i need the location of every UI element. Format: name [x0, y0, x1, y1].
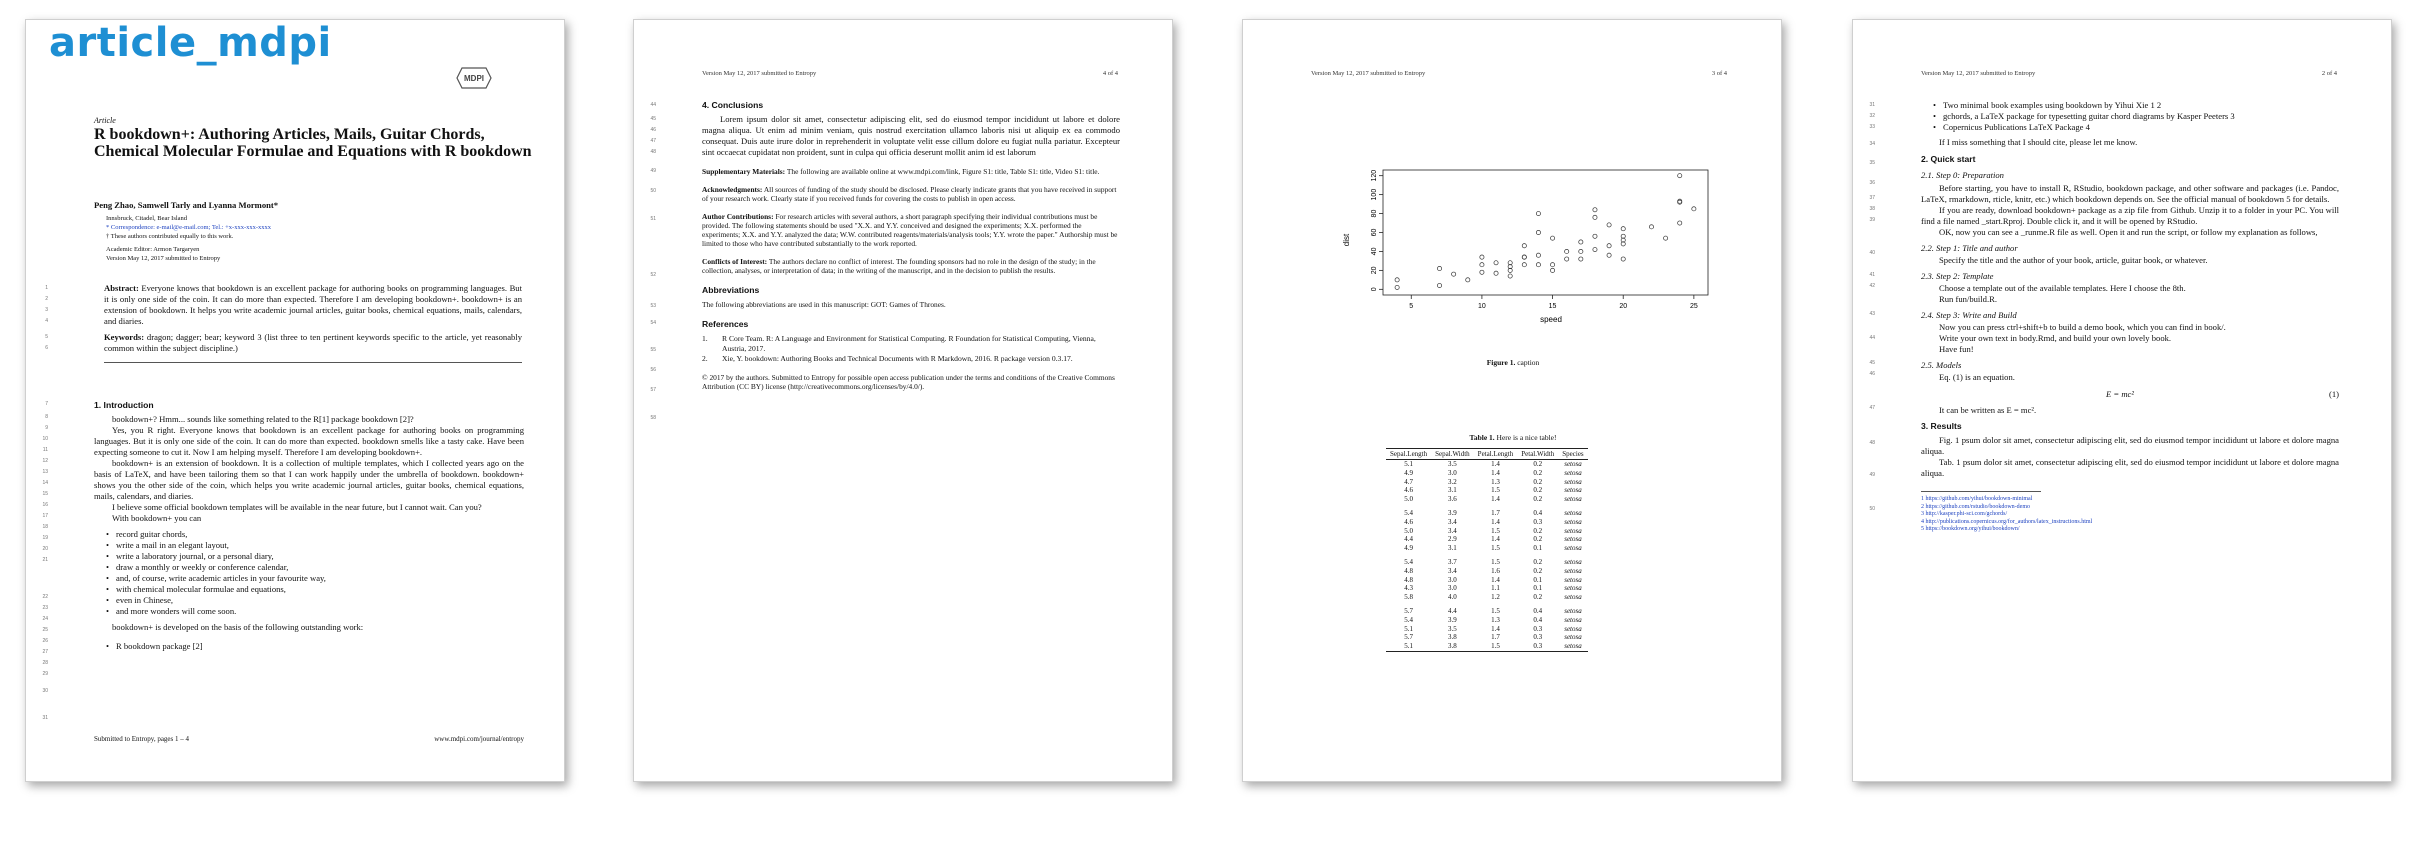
citation-list	[1933, 100, 2339, 133]
table-cell: 3.0	[1448, 575, 1457, 584]
list-item: • write a laboratory journal, or a personal diary,	[106, 551, 524, 562]
paragraph: With bookdown+ you can	[112, 513, 202, 523]
x-tick-label: 25	[1689, 303, 1698, 310]
table-cell: 1.4	[1491, 517, 1500, 526]
page-1: MDPI Article R bookdown+: Authoring Articles, Mails, Guitar Chords, Chemical Molecular Formulae and Equations with R bookdown Peng Zhao, Samwell Tarly and Lyanna Mormont* Innsbruck, Citadel, Bear Island * Correspondence: e-mail@e-mail.com; Tel.: +x-xxx-xxx-xxxx † These authors contributed equally to this work. Academic Editor: Armon Targaryen Version May 12, 2017 submitted to Entropy Abstract: Everyone knows that bookdown is an excellent package for authoring books on programming languages. But it is only one side of the coin. It can do more than expected. Therefore I am developing bookdown+. bookdown+ is an extension of bookdown. It helps you write academic journal articles, guitar books, chemical equations, mails, calendars, and diaries. Keywords: dragon; dagger; bear; keyword 3 (list three to ten pertinent keywords specific to the article, yet reasonably common within the subject discipline.) 1. Introduction bookdown+? Hmm... sounds like something related to the R[1] package bookdown [2]? Yes, you R right. Everyone knows that bookdown is an excellent package for authoring books on programming languages. But it is only one side of the coin. It can do more than expected. bookdown smells like a tasty cake. Have been expecting someone to cut it. Now I am helping myself. Therefore I am developing bookdown+. bookdown+ is an extension of bookdown. It is a collection of multiple templates, which I collected years ago on the basis of LaTeX, and have been tailoring them so that I can work happily under the umbrella of bookdown. bookdown+ shows you the other side of the coin, which helps you write academic journal articles, guitar books, chemical equations, mails, calendars, and diaries. I believe some official bookdown templates will be available in the near future, but I cannot wait. Can you? With bookdown+ you can • record guitar chords, • write a mail in an elegant layout, • write a laboratory journal, or a personal diary, • draw a monthly or weekly or conference calendar, • and, of course, write academic articles in your favourite way, • with chemical molecular formulae and equations, • even in Chinese, • and more wonders will come soon. bookdown+ is developed on the basis of the following outstanding work: • R bookdown package [2] Submitted to Entropy, pages 1 – 4 www.mdpi.com/journal/entropy 1 2 3 4 5 6 7 8 9 10 11 12 13 14 15 16 17 18 19 20 21 22 23 24 25 26 27 28 29 30 31	[25, 19, 565, 782]
table-cell: setosa	[1564, 544, 1582, 553]
data-point	[1678, 174, 1682, 178]
plot-frame	[1383, 170, 1708, 295]
table-cell: setosa	[1564, 633, 1582, 642]
data-point	[1480, 263, 1484, 267]
abstract-text: Everyone knows that bookdown is an excellent package for authoring books on programming languages. But it is only one side of the coin. It can do more than expected. Therefore I am developing bookdown+. bookdown+ is an extension of bookdown. It helps you write academic journal articles, guitar books, chemical equations, mails, calendars, and diaries.	[104, 283, 522, 326]
data-point	[1480, 255, 1484, 259]
data-point	[1536, 253, 1540, 257]
paragraph: Write your own text in body.Rmd, and build your own lovely book.	[1939, 333, 2172, 343]
keywords	[104, 332, 522, 354]
data-point	[1395, 285, 1399, 289]
paragraph: Choose a template out of the available templates. Here I choose the 8th.	[1939, 283, 2186, 293]
scatter-plot	[1333, 160, 1713, 325]
table-cell: 1.5	[1491, 486, 1500, 495]
table-row	[1386, 469, 1588, 478]
introduction-section	[94, 400, 524, 652]
table-row	[1386, 642, 1588, 651]
table-cell: 0.3	[1533, 624, 1543, 633]
conflicts-of-interest: Conflicts of Interest: The authors declare no conflict of interest. The founding sponsors had no role in the design of the study; in the collection, analyses, or interpretation of data; in the writing of the manuscript, and in the decision to publish the results.	[702, 257, 1096, 275]
table-caption: Table 1. Here is a nice table!	[1469, 433, 1557, 442]
table-row	[1386, 633, 1588, 642]
footnote-link[interactable]: 3 http://kasper.phi-sci.com/gchords/	[1921, 511, 2008, 517]
table-cell: 5.8	[1404, 593, 1413, 602]
x-tick-label: 5	[1409, 303, 1414, 310]
running-header: Version May 12, 2017 submitted to Entropy	[1311, 70, 1426, 77]
table-cell: 5.1	[1404, 460, 1413, 468]
running-header: Version May 12, 2017 submitted to Entropy	[1921, 70, 2036, 77]
paragraph: Have fun!	[1939, 344, 1974, 354]
paragraph: OK, now you can see a _runme.R file as well. Open it and run the script, or follow my explanation as follows,	[1939, 227, 2318, 237]
correspondence[interactable]: * Correspondence: e-mail@e-mail.com; Tel.: +x-xxx-xxx-xxxx	[106, 224, 272, 231]
section-heading: 4. Conclusions	[702, 100, 764, 110]
page-footer	[94, 735, 524, 743]
table-row	[1386, 535, 1588, 544]
version-line: Version May 12, 2017 submitted to Entropy	[106, 255, 221, 262]
table-cell: 1.4	[1491, 575, 1500, 584]
table-cell: setosa	[1564, 486, 1582, 495]
page-number: 4 of 4	[1102, 70, 1118, 77]
page-number: 3 of 4	[1711, 70, 1727, 77]
reference-item: 1. R Core Team. R: A Language and Environment for Statistical Computing. R Foundation for Statistical Computing, Vienna, Austria, 2017.	[702, 334, 1096, 353]
table-row	[1386, 527, 1588, 536]
table-cell: 3.1	[1448, 486, 1457, 495]
paragraph: Fig. 1 psum dolor sit amet, consectetur adipiscing elit, sed do eiusmod tempor incididunt ut labore et dolore magna aliqua.	[1921, 435, 2339, 456]
table-cell: 0.2	[1533, 566, 1543, 575]
table-cell: 0.2	[1533, 526, 1543, 535]
table-cell: 1.7	[1491, 633, 1500, 642]
data-point	[1522, 255, 1526, 259]
data-point	[1593, 234, 1597, 238]
table-cell: 0.2	[1533, 477, 1543, 486]
data-point	[1593, 215, 1597, 219]
supplementary: Supplementary Materials: The following are available online at www.mdpi.com/link, Figure S1: title, Table S1: title, Video S1: title.	[702, 167, 1100, 176]
paragraph: Before starting, you have to install R, RStudio, bookdown package, and other software and packages (i.e. Pandoc, LaTeX, rmarkdown, rticle, knitr, etc.) which bookdown depends on. See the official manual of bookdown 5 for details.	[1921, 183, 2339, 204]
table-row	[1386, 504, 1588, 518]
table-cell: 4.4	[1404, 535, 1413, 544]
table-cell: 0.2	[1533, 495, 1543, 504]
subsection-heading: 2.2. Step 1: Title and author	[1921, 243, 2018, 253]
table-cell: 1.5	[1491, 557, 1500, 566]
academic-editor: Academic Editor: Armon Targaryen	[106, 246, 200, 253]
paragraph: Run fun/build.R.	[1939, 294, 1998, 304]
work-list	[106, 641, 524, 652]
data-point	[1536, 211, 1540, 215]
table-cell: 1.3	[1491, 477, 1500, 486]
footnote-link[interactable]: 5 https://bookdown.org/yihui/bookdown/	[1921, 526, 2020, 532]
table-cell: 3.4	[1448, 526, 1457, 535]
table-cell: 0.2	[1533, 593, 1543, 602]
data-point	[1437, 266, 1441, 270]
reference-item: 2. Xie, Y. bookdown: Authoring Books and Technical Documents with R Markdown, 2016. R package version 0.3.17.	[702, 354, 1073, 363]
paragraph: Tab. 1 psum dolor sit amet, consectetur adipiscing elit, sed do eiusmod tempor incididunt ut labore et dolore magna aliqua.	[1921, 457, 2339, 478]
quick-start-content	[1921, 100, 2339, 534]
table-cell: 3.4	[1448, 517, 1457, 526]
table-cell: setosa	[1564, 535, 1582, 544]
data-point	[1607, 244, 1611, 248]
list-item: • and, of course, write academic articles in your favourite way,	[106, 573, 524, 584]
page-3	[1242, 19, 1782, 782]
column-header: Sepal.Length	[1386, 449, 1431, 460]
paragraph: bookdown+ is developed on the basis of the following outstanding work:	[112, 622, 364, 632]
table-row	[1386, 486, 1588, 495]
section-heading: 2. Quick start	[1921, 154, 1976, 164]
data-point	[1565, 257, 1569, 261]
list-item: • and more wonders will come soon.	[106, 606, 524, 617]
table-cell: 5.4	[1404, 615, 1413, 624]
table-cell: 5.7	[1404, 633, 1413, 642]
table-cell: 3.1	[1448, 544, 1457, 553]
table-cell: 4.8	[1404, 566, 1413, 575]
table-cell: setosa	[1564, 508, 1582, 517]
divider	[104, 362, 522, 363]
table-cell: setosa	[1564, 566, 1582, 575]
paragraph: It can be written as E = mc².	[1939, 405, 2037, 415]
table-body	[1386, 460, 1588, 652]
data-point	[1565, 249, 1569, 253]
plot-axes	[1371, 170, 1708, 310]
table-cell: 1.7	[1491, 508, 1500, 517]
data-point	[1678, 221, 1682, 225]
section-heading: 3. Results	[1921, 421, 1962, 431]
table-cell: 4.9	[1404, 544, 1413, 553]
section-heading: Abbreviations	[702, 285, 760, 295]
paragraph: bookdown+? Hmm... sounds like something related to the R[1] package bookdown [2]?	[112, 414, 414, 424]
data-point	[1508, 274, 1512, 278]
article-title: R bookdown+: Authoring Articles, Mails, Guitar Chords, Chemical Molecular Formulae and Equations with R bookdown	[94, 126, 532, 160]
x-tick-label: 10	[1478, 303, 1486, 310]
table-cell: setosa	[1564, 477, 1582, 486]
x-tick-label: 15	[1548, 303, 1557, 310]
list-item: • even in Chinese,	[106, 595, 524, 606]
table-cell: 0.2	[1533, 535, 1543, 544]
list-item: • write a mail in an elegant layout,	[106, 540, 524, 551]
section-heading: 1. Introduction	[94, 400, 154, 410]
authors: Peng Zhao, Samwell Tarly and Lyanna Mormont*	[94, 200, 279, 210]
column-header: Petal.Length	[1474, 449, 1518, 460]
table-row	[1386, 593, 1588, 602]
table-row	[1386, 553, 1588, 567]
table-cell: 0.4	[1533, 606, 1543, 615]
table-cell: 3.8	[1448, 633, 1457, 642]
table-cell: 3.6	[1448, 495, 1457, 504]
author-contributions: Author Contributions: For research articles with several authors, a short paragraph specifying their individual contributions must be provided. The following statements should be used "X.X. and Y.Y. conceived and designed the experiments; X.X. performed the experiments; X.X. and Y.Y. analyzed the data; W.W. contributed reagents/materials/analysis tools; Y.Y. wrote the paper." Authorship must be limited to those who have contributed substantially to the work reported.	[702, 212, 1118, 248]
table-cell: 1.6	[1491, 566, 1500, 575]
table-cell: 2.9	[1448, 535, 1457, 544]
data-point	[1550, 236, 1554, 240]
keywords-text: dragon; dagger; bear; keyword 3 (list three to ten pertinent keywords specific to the article, yet reasonably common within the subject discipline.)	[104, 332, 522, 353]
table-cell: 4.4	[1448, 606, 1457, 615]
data-point	[1579, 240, 1583, 244]
data-point	[1494, 271, 1498, 275]
mdpi-logo	[456, 66, 492, 90]
table-cell: 3.5	[1448, 460, 1457, 468]
page-2: Version May 12, 2017 submitted to Entropy 4 of 4 4. Conclusions Lorem ipsum dolor sit amet, consectetur adipiscing elit, sed do eiusmod tempor incididunt ut labore et dolore magna aliqua. Ut enim ad minim veniam, quis nostrud exercitation ullamco laboris nisi ut aliquip ex ea commodo consequat. Duis aute irure dolor in reprehenderit in voluptate velit esse cillum dolore eu fugiat nulla pariatur. Excepteur sint occaecat cupidatat non proident, sunt in culpa qui officia deserunt mollit anim id est laborum Supplementary Materials: The following are available online at www.mdpi.com/link, Figure S1: title, Table S1: title, Video S1: title. Acknowledgments: All sources of funding of the study should be disclosed. Please clearly indicate grants that you have received in support of your research work. Clearly state if you received funds for covering the costs to publish in open access. Author Contributions: For research articles with several authors, a short paragraph specifying their individual contributions must be provided. The following statements should be used "X.X. and Y.Y. conceived and designed the experiments; X.X. performed the experiments; X.X. and Y.Y. analyzed the data; W.W. contributed reagents/materials/analysis tools; Y.Y. wrote the paper." Authorship must be limited to those who have contributed substantially to the work reported. Conflicts of Interest: The authors declare no conflict of interest. The founding sponsors had no role in the design of the study; in the collection, analyses, or interpretation of data; in the writing of the manuscript, and in the decision to publish the results. Abbreviations The following abbreviations are used in this manuscript: GOT: Games of Thrones. References 1. R Core Team. R: A Language and Environment for Statistical Computing. R Foundation for Statistical Computing, Vienna, Austria, 2017. 2. Xie, Y. bookdown: Authoring Books and Technical Documents with R Markdown, 2016. R package version 0.3.17. © 2017 by the authors. Submitted to Entropy for possible open access publication under the terms and conditions of the Creative Commons Attribution (CC BY) license (http://creativecommons.org/licenses/by/4.0/). 44 45 46 47 48 49 50 51 52 53 54 55 56 57 58	[633, 19, 1173, 782]
feature-list	[106, 529, 524, 617]
paragraph: bookdown+ is an extension of bookdown. It is a collection of multiple templates, which I collected years ago on the basis of LaTeX, and have been tailoring them so that I can work happily under the umbrella of bookdown. bookdown+ shows you the other side of the coin, which helps you write academic journal articles, guitar books, chemical equations, mails, calendars, and diaries.	[94, 458, 524, 501]
svg-text:MDPI: MDPI	[464, 74, 484, 83]
table-cell: 4.6	[1404, 486, 1413, 495]
plot-points	[1395, 174, 1696, 290]
footer-right[interactable]: www.mdpi.com/journal/entropy	[434, 735, 524, 743]
abstract-label: Abstract:	[104, 283, 139, 293]
table-cell: setosa	[1564, 460, 1582, 468]
table-cell: 4.9	[1404, 468, 1413, 477]
paragraph: I believe some official bookdown templates will be available in the near future, but I cannot wait. Can you?	[112, 502, 482, 512]
table-cell: 1.1	[1491, 584, 1500, 593]
table-row	[1386, 584, 1588, 593]
table-row	[1386, 616, 1588, 625]
table-row	[1386, 460, 1588, 469]
y-tick-label: 40	[1371, 247, 1378, 256]
data-point	[1593, 247, 1597, 251]
table-cell: 1.4	[1491, 460, 1500, 468]
table-cell: 0.4	[1533, 615, 1543, 624]
keywords-label: Keywords:	[104, 332, 145, 342]
paragraph: Specify the title and the author of your book, article, guitar book, or whatever.	[1939, 255, 2208, 265]
table-cell: setosa	[1564, 517, 1582, 526]
table-cell: 0.1	[1533, 584, 1543, 593]
table-cell: 0.2	[1533, 460, 1543, 468]
table-cell: 3.8	[1431, 642, 1474, 651]
list-item: • Copernicus Publications LaTeX Package 4	[1933, 122, 2339, 133]
list-item: • draw a monthly or weekly or conference calendar,	[106, 562, 524, 573]
y-tick-label: 60	[1371, 228, 1378, 237]
y-tick-label: 20	[1371, 266, 1378, 275]
table-cell: 4.8	[1404, 575, 1413, 584]
table-cell: 0.2	[1533, 486, 1543, 495]
data-point	[1579, 249, 1583, 253]
abstract	[104, 283, 522, 327]
table-cell: 3.2	[1448, 477, 1457, 486]
running-header: Version May 12, 2017 submitted to Entropy	[702, 70, 817, 77]
back-matter	[702, 100, 1120, 391]
data-point	[1536, 230, 1540, 234]
data-point	[1649, 225, 1653, 229]
table-cell: setosa	[1564, 575, 1582, 584]
table-cell: setosa	[1564, 526, 1582, 535]
data-point	[1466, 278, 1470, 282]
table-cell: 4.0	[1448, 593, 1457, 602]
table-cell: 5.4	[1404, 508, 1413, 517]
table-cell: 0.4	[1533, 508, 1543, 517]
table-cell: 3.9	[1448, 615, 1457, 624]
column-header: Species	[1558, 449, 1588, 460]
data-point	[1664, 236, 1668, 240]
table-row	[1386, 544, 1588, 553]
data-point	[1607, 223, 1611, 227]
data-point	[1593, 208, 1597, 212]
table-cell: 4.3	[1404, 584, 1413, 593]
reference-list	[702, 334, 1120, 364]
table-cell: setosa	[1564, 606, 1582, 615]
affiliation-block	[106, 214, 526, 263]
table-cell: 5.0	[1404, 526, 1413, 535]
abbreviations: The following abbreviations are used in this manuscript: GOT: Games of Thrones.	[702, 300, 946, 309]
table-cell: setosa	[1558, 642, 1588, 651]
table-cell: 1.3	[1491, 615, 1500, 624]
table-cell: 0.3	[1517, 642, 1558, 651]
table-cell: setosa	[1564, 584, 1582, 593]
table-row	[1386, 495, 1588, 504]
table-cell: 1.5	[1491, 606, 1500, 615]
table-cell: 5.1	[1404, 624, 1413, 633]
equation-number: (1)	[2328, 389, 2339, 399]
list-item: • record guitar chords,	[106, 529, 524, 540]
table-cell: 1.4	[1491, 495, 1500, 504]
table-cell: setosa	[1564, 495, 1582, 504]
column-header: Petal.Width	[1517, 449, 1558, 460]
affiliation: Innsbruck, Citadel, Bear Island	[106, 215, 188, 222]
table-cell: 1.4	[1491, 535, 1500, 544]
data-point	[1494, 261, 1498, 265]
data-point	[1437, 283, 1441, 287]
equation: E = mc²	[2106, 389, 2134, 399]
table-row	[1386, 625, 1588, 634]
table-cell: 0.3	[1533, 633, 1543, 642]
data-point	[1536, 263, 1540, 267]
table-cell: 0.3	[1533, 517, 1543, 526]
table-cell: 1.4	[1491, 468, 1500, 477]
license-notice: © 2017 by the authors. Submitted to Entropy for possible open access publication under the terms and conditions of the Creative Commons Attribution (CC BY) license (http://creativecommons.org/licenses/by/4.0/).	[702, 373, 1115, 391]
table-cell: 1.4	[1491, 624, 1500, 633]
data-point	[1579, 257, 1583, 261]
data-point	[1480, 270, 1484, 274]
list-item: • with chemical molecular formulae and equations,	[106, 584, 524, 595]
table-cell: setosa	[1564, 557, 1582, 566]
table-cell: setosa	[1564, 468, 1582, 477]
y-tick-label: 120	[1371, 169, 1378, 182]
table-cell: 5.0	[1404, 495, 1413, 504]
data-point	[1550, 263, 1554, 267]
page-number: 2 of 4	[2321, 70, 2337, 77]
list-item: • R bookdown package [2]	[106, 641, 524, 652]
list-item: • gchords, a LaTeX package for typesetting guitar chord diagrams by Kasper Peeters 3	[1933, 111, 2339, 122]
table-row	[1386, 567, 1588, 576]
column-header: Sepal.Width	[1431, 449, 1474, 460]
data-point	[1692, 207, 1696, 211]
conclusions-text: Lorem ipsum dolor sit amet, consectetur adipiscing elit, sed do eiusmod tempor incididunt ut labore et dolore magna aliqua. Ut enim ad minim veniam, quis nostrud exercitation ullamco laboris nisi ut aliquip ex ea commodo consequat. Duis aute irure dolor in reprehenderit in voluptate velit esse cillum dolore eu fugiat nulla pariatur. Excepteur sint occaecat cupidatat non proident, sunt in culpa qui officia deserunt mollit anim id est laborum	[702, 114, 1120, 157]
subsection-heading: 2.5. Models	[1921, 360, 1962, 370]
table-cell: 4.6	[1404, 517, 1413, 526]
table-row	[1386, 576, 1588, 585]
table-cell: 0.1	[1533, 575, 1543, 584]
footer-left: Submitted to Entropy, pages 1 – 4	[94, 735, 190, 743]
table-header-row	[1386, 449, 1588, 460]
data-point	[1621, 227, 1625, 231]
table-cell: 1.2	[1491, 593, 1500, 602]
y-axis-label: dist	[1342, 233, 1351, 247]
table-row	[1386, 602, 1588, 616]
paragraph: Eq. (1) is an equation.	[1939, 372, 2015, 382]
x-axis-label: speed	[1540, 315, 1562, 324]
subsection-heading: 2.3. Step 2: Template	[1921, 271, 1994, 281]
data-point	[1522, 244, 1526, 248]
table-cell: 5.4	[1404, 557, 1413, 566]
paragraph: Now you can press ctrl+shift+b to build a demo book, which you can find in book/.	[1939, 322, 2226, 332]
footnote-link[interactable]: 4 http://publications.copernicus.org/for_authors/latex_instructions.html	[1921, 518, 2093, 525]
table-cell: 3.9	[1448, 508, 1457, 517]
table-cell: 3.7	[1448, 557, 1457, 566]
table-cell: 1.5	[1491, 526, 1500, 535]
data-point	[1607, 253, 1611, 257]
table-cell: 4.7	[1404, 477, 1413, 486]
iris-table	[1386, 448, 1588, 652]
data-point	[1621, 257, 1625, 261]
data-point	[1395, 278, 1399, 282]
table-cell: 0.2	[1533, 557, 1543, 566]
footnote-link[interactable]: 2 https://github.com/rstudio/bookdown-demo	[1921, 503, 2030, 510]
footnote-divider	[1921, 491, 2041, 492]
x-tick-label: 20	[1619, 303, 1628, 310]
table-cell: 1.5	[1474, 642, 1518, 651]
y-tick-label: 100	[1371, 188, 1378, 201]
table-cell: 3.0	[1448, 468, 1457, 477]
list-item: • Two minimal book examples using bookdown by Yihui Xie 1 2	[1933, 100, 2339, 111]
table-cell: 5.7	[1404, 606, 1413, 615]
table-cell: 3.5	[1448, 624, 1457, 633]
data-point	[1550, 268, 1554, 272]
template-banner: article_mdpi	[49, 20, 332, 66]
table-row	[1386, 518, 1588, 527]
paragraph: Yes, you R right. Everyone knows that bookdown is an excellent package for authoring books on programming languages. But it is only one side of the coin. It can do more than expected. bookdown smells like a tasty cake. Have been expecting someone to cut it. Now I am helping myself. Therefore I am developing bookdown+.	[94, 425, 524, 457]
table-cell: 5.1	[1386, 642, 1431, 651]
table-cell: setosa	[1564, 615, 1582, 624]
table-cell: 0.1	[1533, 544, 1543, 553]
footnote-link[interactable]: 1 https://github.com/yihui/bookdown-minimal	[1921, 496, 2033, 502]
table-row	[1386, 478, 1588, 487]
article-type: Article	[94, 116, 116, 125]
subsection-heading: 2.1. Step 0: Preparation	[1921, 170, 2004, 180]
table-cell: 3.4	[1448, 566, 1457, 575]
paragraph: If you are ready, download bookdown+ package as a zip file from Github. Unzip it to a folder in your PC. You will find a file named _start.Rproj. Double click it, and it will be opened by RStudio.	[1921, 205, 2339, 226]
data-point	[1452, 272, 1456, 276]
table-cell: 3.0	[1448, 584, 1457, 593]
subsection-heading: 2.4. Step 3: Write and Build	[1921, 310, 2017, 320]
table-cell: setosa	[1564, 593, 1582, 602]
equation-1	[1921, 389, 2339, 399]
paragraph: If I miss something that I should cite, please let me know.	[1939, 137, 2138, 147]
equal-contribution: † These authors contributed equally to this work.	[106, 233, 234, 240]
page-4: Version May 12, 2017 submitted to Entropy 2 of 4 • Two minimal book examples using bookdown by Yihui Xie 1 2 • gchords, a LaTeX package for typesetting guitar chord diagrams by Kasper Peeters 3 • Copernicus Publications LaTeX Package 4 If I miss something that I should cite, please let me know. 2. Quick start 2.1. Step 0: Preparation Before starting, you have to install R, RStudio, bookdown package, and other software and packages (i.e. Pandoc, LaTeX, rmarkdown, rticle, knitr, etc.) which bookdown depends on. See the official manual of bookdown 5 for details. If you are ready, download bookdown+ package as a zip file from Github. Unzip it to a folder in your PC. You will find a file named _start.Rproj. Double click it, and it will be opened by RStudio. OK, now you can see a _runme.R file as well. Open it and run the script, or follow my explanation as follows, 2.2. Step 1: Title and author Specify the title and the author of your book, article, guitar book, or whatever. 2.3. Step 2: Template Choose a template out of the available templates. Here I choose the 8th. Run fun/build.R. 2.4. Step 3: Write and Build Now you can press ctrl+shift+b to build a demo book, which you can find in book/. Write your own text in body.Rmd, and build your own lovely book. Have fun! 2.5. Models Eq. (1) is an equation. E = mc² (1) It can be written as E = mc². 3. Results Fig. 1 psum dolor sit amet, consectetur adipiscing elit, sed do eiusmod tempor incididunt ut labore et dolore magna aliqua. Tab. 1 psum dolor sit amet, consectetur adipiscing elit, sed do eiusmod tempor incididunt ut labore et dolore magna aliqua. 1 https://github.com/yihui/bookdown-minimal 2 https://github.com/rstudio/bookdown-demo 3 http://kasper.phi-sci.com/gchords/ 4 http://publications.copernicus.org/for_authors/latex_instructions.html 5 https://bookdown.org/yihui/bookdown/ 31 32 33 34 35 36 37 38 39 40 41 42 43 44 45 46 47 48 49 50	[1852, 19, 2392, 782]
table-cell: 0.2	[1533, 468, 1543, 477]
table-cell: 1.5	[1491, 544, 1500, 553]
table-cell: setosa	[1564, 624, 1582, 633]
section-heading: References	[702, 319, 749, 329]
y-tick-label: 80	[1371, 209, 1378, 218]
y-tick-label: 0	[1371, 287, 1378, 292]
figure-caption: Figure 1. caption	[1486, 358, 1540, 367]
acknowledgments: Acknowledgments: All sources of funding of the study should be disclosed. Please clearly indicate grants that you have received in support of your research work. Clearly state if you received funds for covering the costs to publish in open access.	[702, 185, 1117, 203]
data-point	[1522, 263, 1526, 267]
